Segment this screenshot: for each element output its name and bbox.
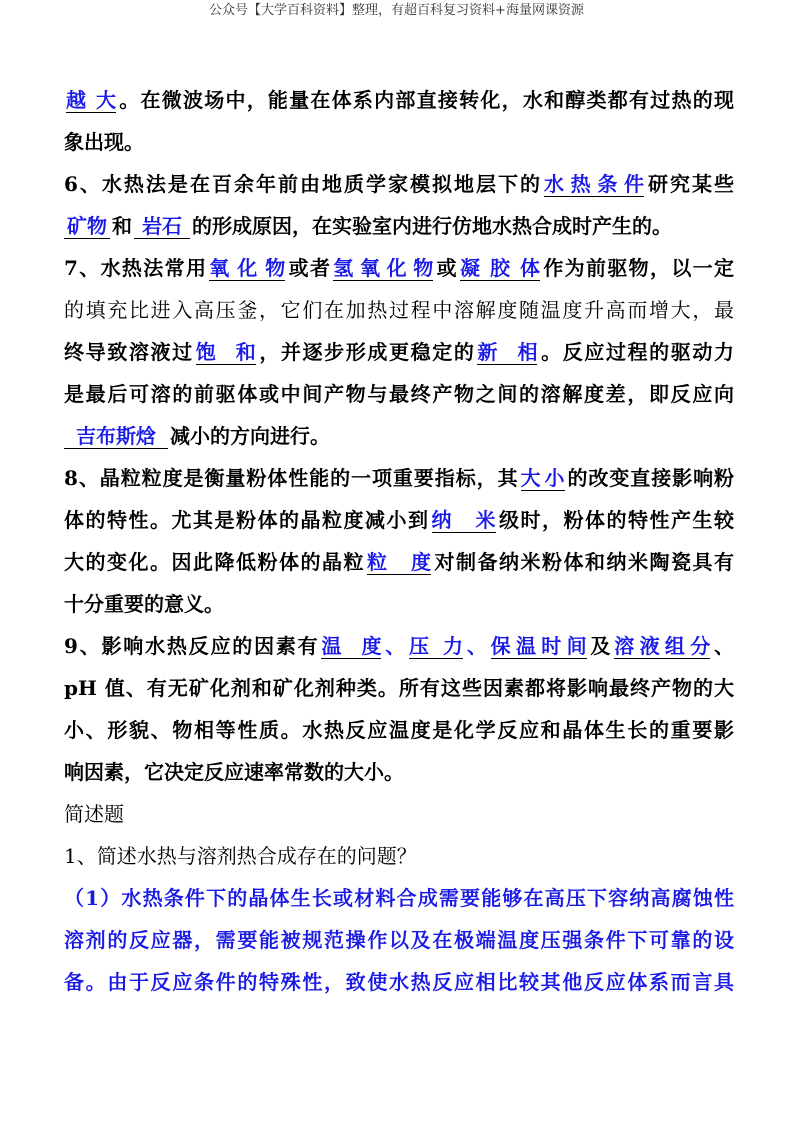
fill-blank: 凝胶体 xyxy=(459,256,540,280)
item5-line1: 越大 。在微波场中，能量在体系内部直接转化，水和醇类都有过热的现 xyxy=(66,88,734,112)
section-title: 简述题 xyxy=(64,802,124,826)
fill-blank: 饱和 xyxy=(195,340,256,364)
question-1: 1、简述水热与溶剂热合成存在的问题？ xyxy=(64,844,417,868)
item7-line2: 的填充比进入高压釜，它们在加热过程中溶解度随温度升高而增大，最 xyxy=(64,298,734,322)
fill-blank: 新相 xyxy=(477,340,538,364)
item8-line2: 体的特性。尤其是粉体的晶粒度减小到 纳米 级时，粉体的特性产生较 xyxy=(64,508,734,532)
fill-blank: 岩石 xyxy=(134,214,190,239)
answer-1-line2: 溶剂的反应器，需要能被规范操作以及在极端温度压强条件下可靠的设 xyxy=(64,928,734,952)
fill-blank: 温度 xyxy=(321,634,382,658)
fill-blank: 水热条件 xyxy=(544,172,644,196)
item6-line1: 6、水热法是在百余年前由地质学家模拟地层下的 水热条件 研究某些 xyxy=(64,172,735,196)
fill-blank: 保温时间 xyxy=(490,634,587,658)
answer-1-line3: 备。由于反应条件的特殊性，致使水热反应相比较其他反应体系而言具 xyxy=(64,970,734,994)
item7-line1: 7、水热法常用 氧化物 或者 氢氧化物 或 凝胶体 作为前驱物，以一定 xyxy=(64,256,735,280)
item9-line3: 小、形貌、物相等性质。水热反应温度是化学反应和晶体生长的重要影 xyxy=(64,718,734,742)
fill-blank: 溶液组分 xyxy=(614,634,711,658)
fill-blank: 纳米 xyxy=(431,508,496,532)
item9-line2: pH 值、有无矿化剂和矿化剂种类。所有这些因素都将影响最终产物的大 xyxy=(64,676,734,700)
item5-line2: 象出现。 xyxy=(64,130,144,154)
item8-line4: 十分重要的意义。 xyxy=(64,592,224,616)
fill-blank: 吉布斯焓 xyxy=(64,424,168,449)
item9-line1: 9、影响水热反应的因素有 温度 、 压力 、 保温时间 及 溶液组分 、 xyxy=(64,634,735,658)
item9-line4: 响因素，它决定反应速率常数的大小。 xyxy=(64,760,404,784)
fill-blank: 氧化物 xyxy=(209,256,286,280)
item7-line3: 终导致溶液过 饱和 ，并逐步形成更稳定的 新相 。反应过程的驱动力 xyxy=(64,340,735,364)
item7-line4: 是最后可溶的前驱体或中间产物与最终产物之间的溶解度差，即反应向 xyxy=(64,382,734,406)
page-header: 公众号【大学百科资料】整理，有超百科复习资料+海量网课资源 xyxy=(209,3,584,18)
fill-blank: 粒度 xyxy=(367,550,431,574)
item6-line2: 矿物 和 岩石 的形成原因，在实验室内进行仿地水热合成时产生的。 xyxy=(64,212,672,240)
item8-line1: 8、晶粒粒度是衡量粉体性能的一项重要指标，其 大小 的改变直接影响粉 xyxy=(64,466,735,490)
fill-blank: 压力 xyxy=(409,634,464,658)
fill-blank: 大小 xyxy=(520,466,565,490)
answer-1-line1: （1）水热条件下的晶体生长或材料合成需要能够在高压下容纳高腐蚀性 xyxy=(64,886,734,910)
item7-line5: 吉布斯焓 减小的方向进行。 xyxy=(64,422,330,450)
fill-blank: 越大 xyxy=(66,88,116,112)
fill-blank: 矿物 xyxy=(64,214,110,239)
item8-line3: 大的变化。因此降低粉体的晶粒 粒度 对制备纳米粉体和纳米陶瓷具有 xyxy=(64,550,734,574)
fill-blank: 氢氧化物 xyxy=(333,256,434,280)
